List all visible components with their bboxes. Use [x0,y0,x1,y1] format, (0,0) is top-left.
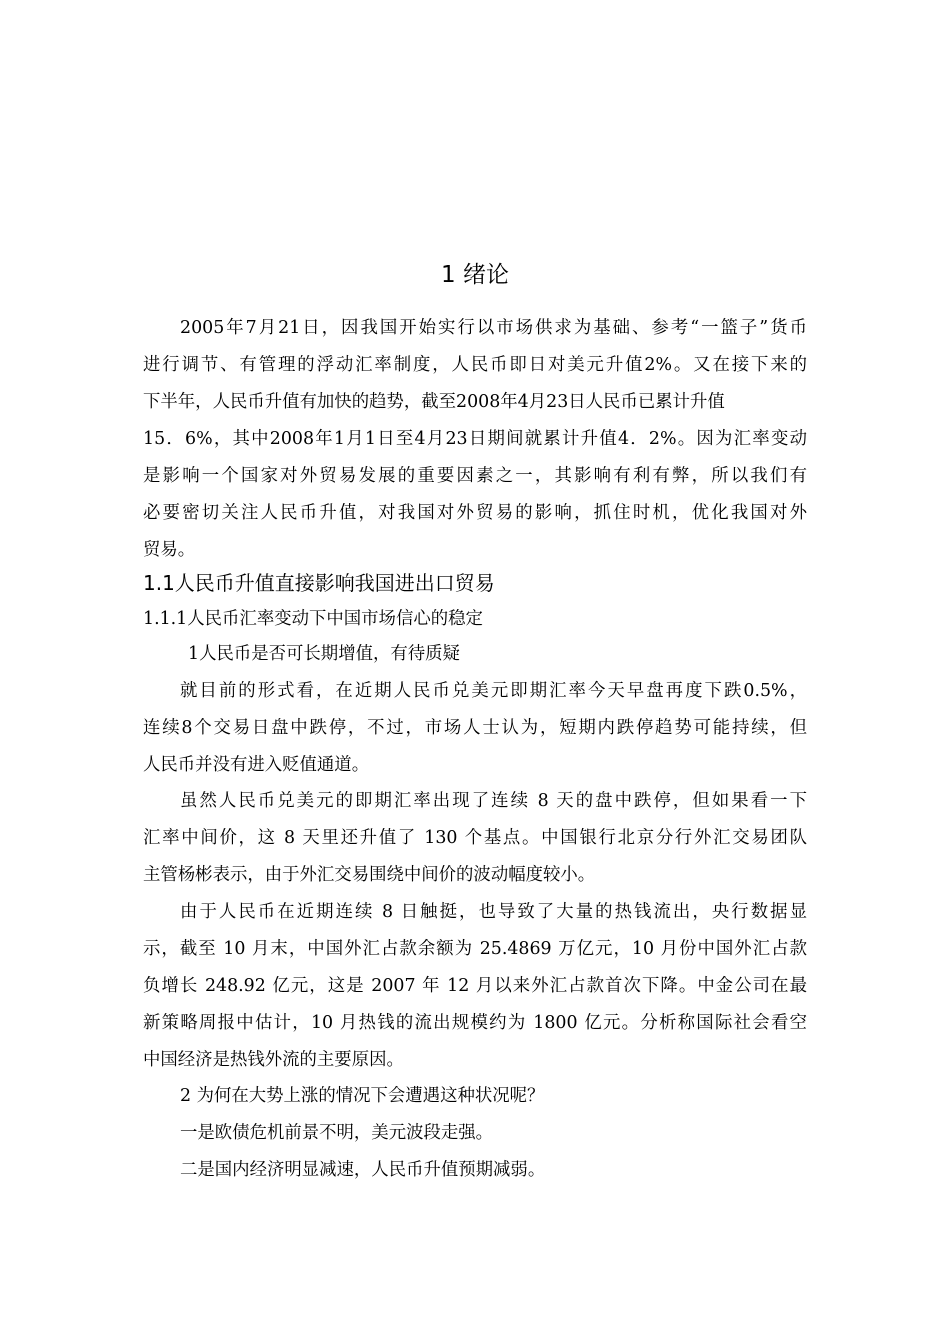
point-2 [143,1078,807,1189]
paragraph-line: 人民币并没有进入贬值通道。 [143,755,370,775]
reason-line: 一是欧债危机前景不明，美元波段走强。 [180,1123,494,1143]
subsection-number: 1.1.1 [143,609,188,629]
chapter-title: 1 绪论 [441,262,509,288]
intro-paragraph [143,310,807,569]
paragraph-2 [143,783,807,894]
paragraph-line: 就目前的形式看，在近期人民币兑美元即期汇率今天早盘再度下跌0.5%， [180,681,807,701]
paragraph-line: 示，截至 10 月末，中国外汇占款余额为 25.4869 万亿元，10 月份中国外汇占款 [143,939,807,959]
paragraph-line: 2005年7月21日，因我国开始实行以市场供求为基础、参考“一篮子”货币 [180,318,807,338]
paragraph-line: 虽然人民币兑美元的即期汇率出现了连续 8 天的盘中跌停，但如果看一下 [180,791,807,811]
section-heading: 1.1人民币升值直接影响我国进出口贸易 [143,571,495,595]
paragraph-line: 汇率中间价，这 8 天里还升值了 130 个基点。中国银行北京分行外汇交易团队 [143,828,807,848]
paragraph-3 [143,894,807,1079]
paragraph-line: 是影响一个国家对外贸易发展的重要因素之一，其影响有利有弊，所以我们有 [143,466,807,486]
paragraph-line: 负增长 248.92 亿元，这是 2007 年 12 月以来外汇占款首次下降。中金公司在最 [143,976,807,996]
paragraph-1 [143,673,807,784]
paragraph-line: 贸易。 [143,540,196,560]
subsection-title: 人民币汇率变动下中国市场信心的稳定 [187,609,483,629]
paragraph-line: 由于人民币在近期连续 8 日触挺，也导致了大量的热钱流出，央行数据显 [180,902,807,922]
paragraph-line: 下半年，人民币升值有加快的趋势，截至2008年4月23日人民币已累计升值 [143,392,725,412]
point-heading: 1人民币是否可长期增值，有待质疑 [188,644,460,664]
paragraph-line: 必要密切关注人民币升值，对我国对外贸易的影响，抓住时机，优化我国对外 [143,503,807,523]
paragraph-line: 进行调节、有管理的浮动汇率制度，人民币即日对美元升值2%。又在接下来的 [143,355,807,375]
paragraph-line: 主管杨彬表示，由于外汇交易围绕中间价的波动幅度较小。 [143,865,596,885]
subsection-heading [143,604,483,634]
paragraph-line: 新策略周报中估计，10 月热钱的流出规模约为 1800 亿元。分析称国际社会看空 [143,1013,807,1033]
point-1 [143,636,807,673]
reason-line: 二是国内经济明显减速，人民币升值预期减弱。 [180,1160,546,1180]
paragraph-line: 中国经济是热钱外流的主要原因。 [143,1050,404,1070]
paragraph-line: 15．6%，其中2008年1月1日至4月23日期间就累计升值4．2%。因为汇率变动 [143,429,807,449]
point-heading: 2 为何在大势上涨的情况下会遭遇这种状况呢？ [180,1086,545,1106]
paragraph-line: 连续8个交易日盘中跌停，不过，市场人士认为，短期内跌停趋势可能持续，但 [143,718,807,738]
